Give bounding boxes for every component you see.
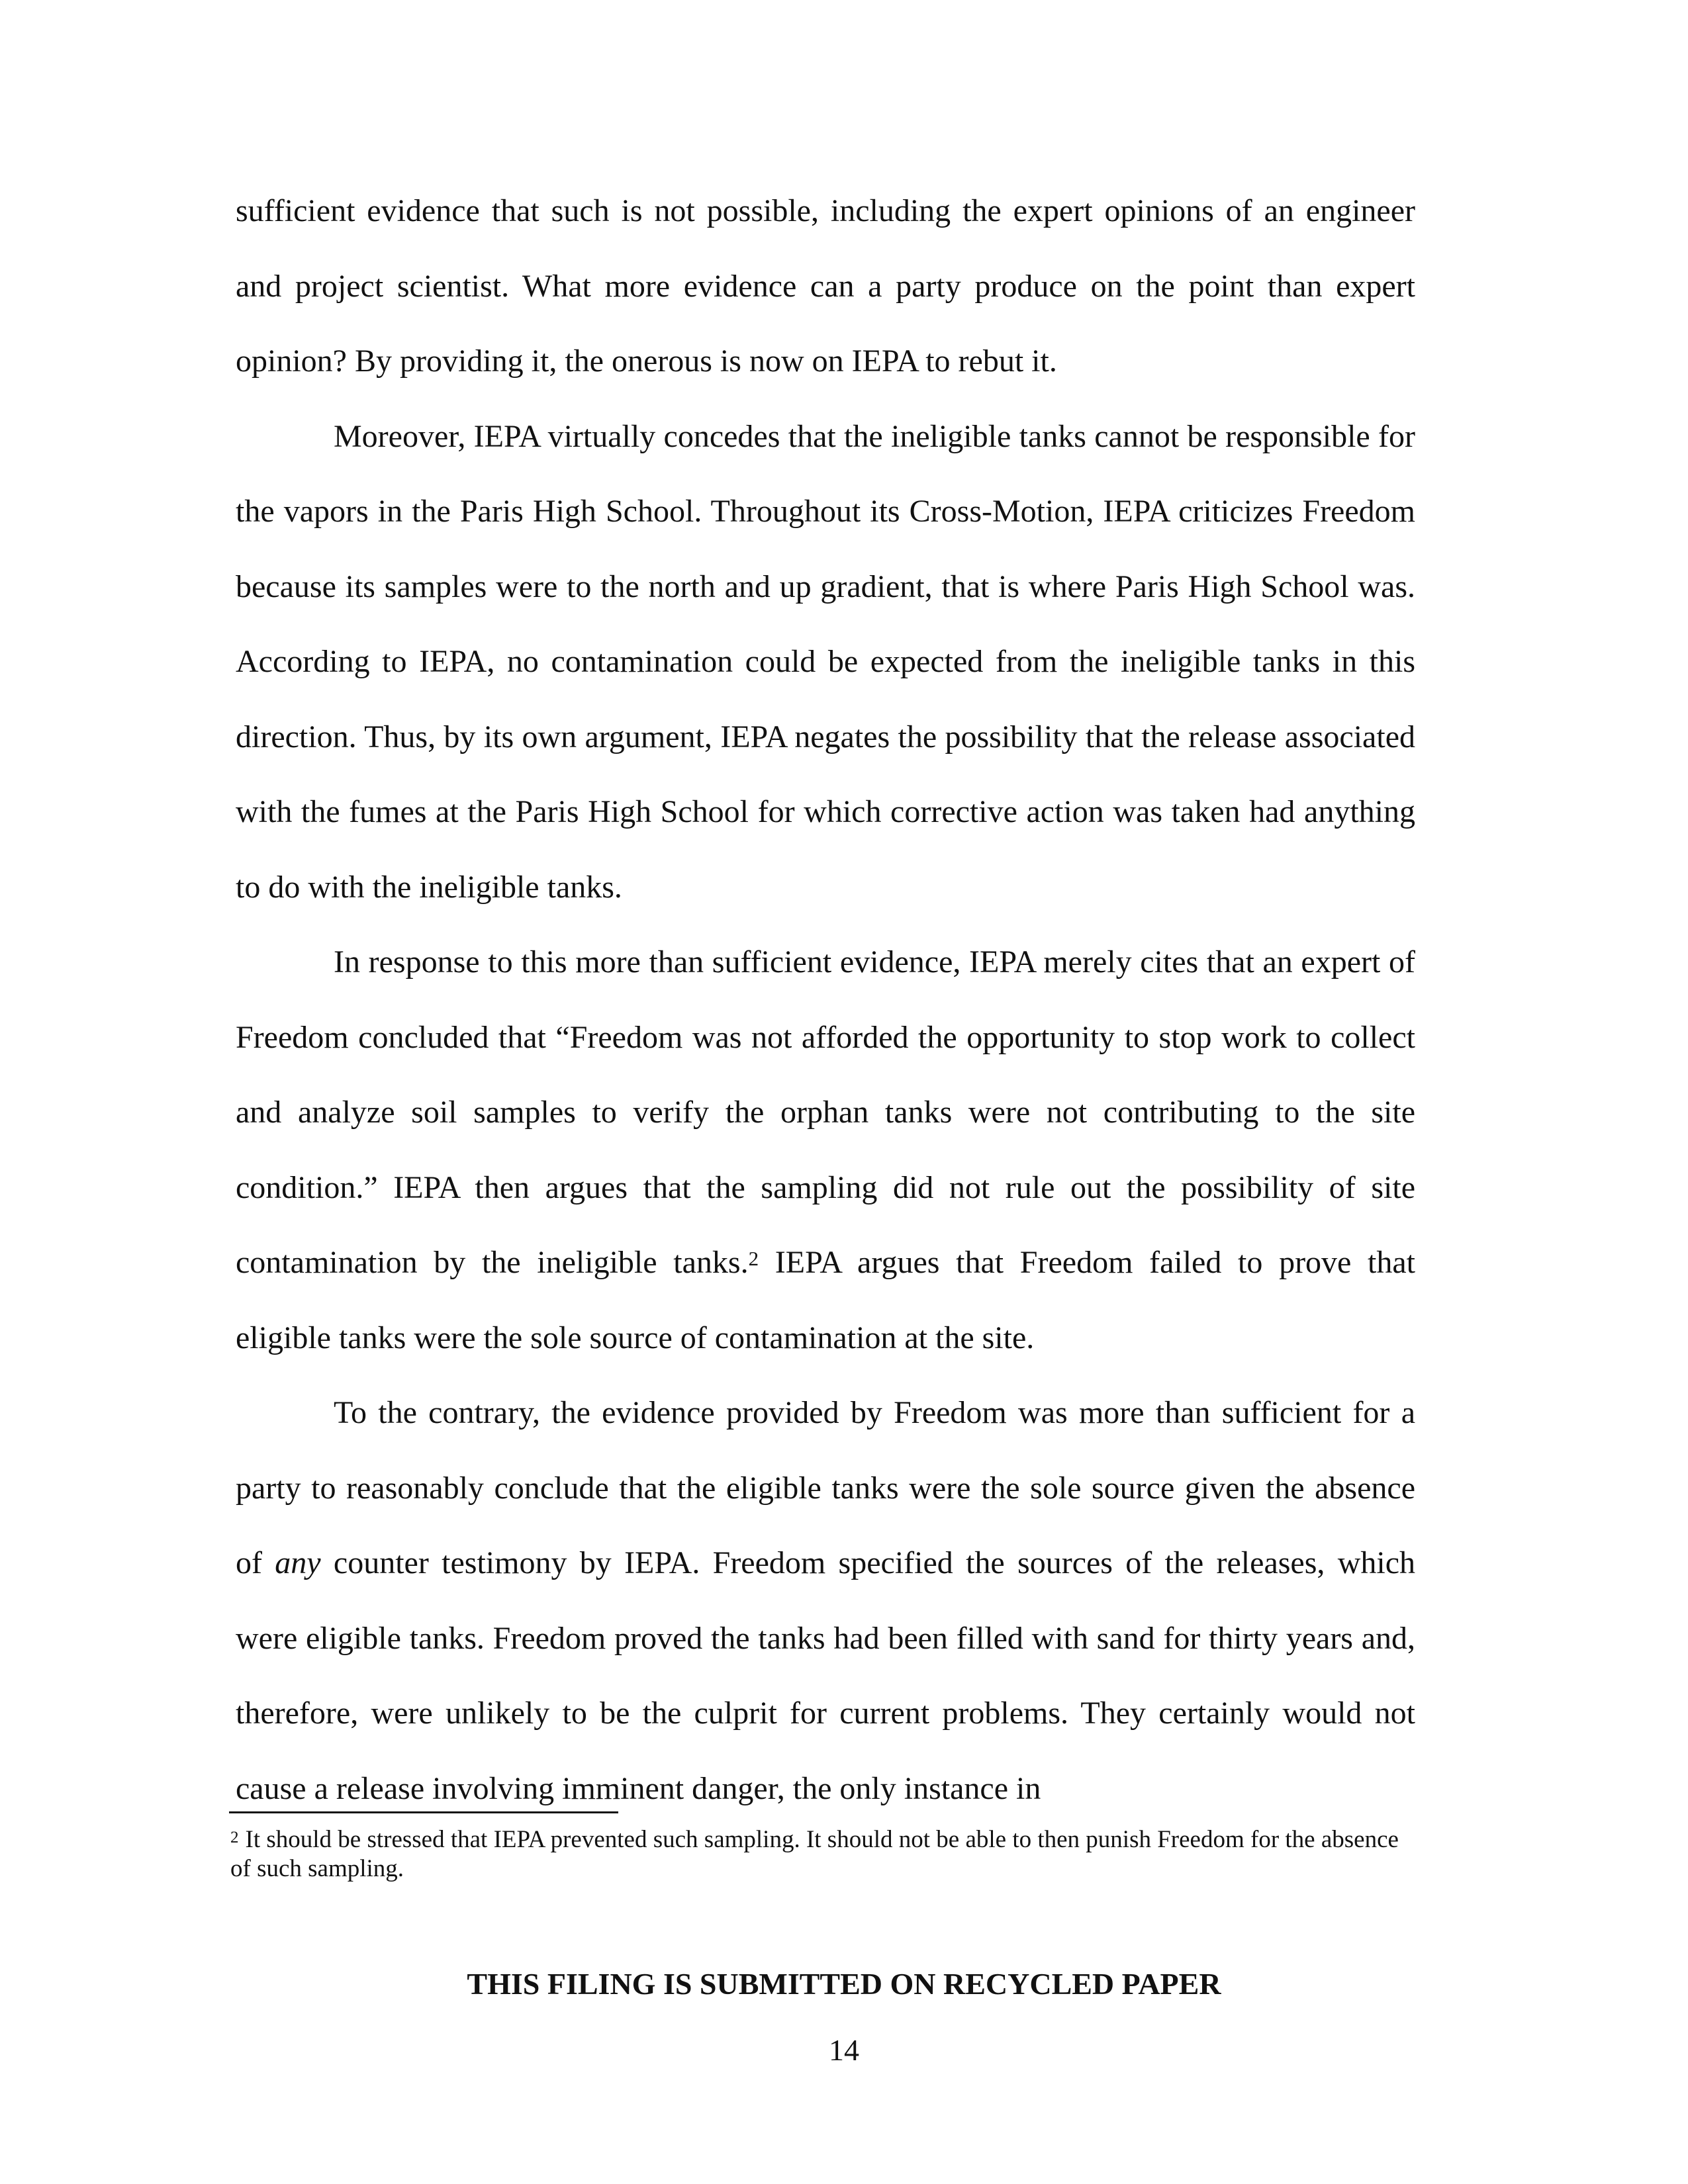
paragraph-1: sufficient evidence that such is not possible, including the expert opinions of an engineer and project scientist. What more evidence can a party produce on the point than expert opinion? By providing it, the onerous is now on IEPA to rebut it.: [236, 193, 1415, 379]
paragraph-2: Moreover, IEPA virtually concedes that the ineligible tanks cannot be responsible for the vapors in the Paris High School. Throughout its Cross-Motion, IEPA criticizes Freedom because its samples were to the north and up gradient, that is where Paris High School was. According to IEPA, no contamination could be expected from the ineligible tanks in this direction. Thus, by its own argument, IEPA negates the possibility that the release associated with the fumes at the Paris High School for which corrective action was taken had anything to do with the ineligible tanks.: [236, 418, 1415, 905]
recycled-paper-notice: THIS FILING IS SUBMITTED ON RECYCLED PAPER: [467, 1967, 1221, 2001]
footnote-number: 2: [230, 1829, 239, 1846]
paragraph-4: [236, 1375, 1415, 1826]
footnote: [230, 1825, 1415, 1884]
footnote-text: It should be stressed that IEPA prevented such sampling. It should not be able to then punish Freedom for the absence of such sampling.: [230, 1826, 1399, 1882]
footnote-divider: [229, 1811, 618, 1813]
paragraph-3: [236, 925, 1415, 1375]
paragraph-3-text-a: In response to this more than sufficient evidence, IEPA merely cites that an expert of Freedom concluded that “Freedom was not afforded the opportunity to stop work to collect and analyze soil samples to verify the orphan tanks were not contributing to the site condition.” IEPA then argues that the sampling did not rule out the possibility of site contamination by the ineligible tanks.: [236, 944, 1415, 1280]
footnote-reference: 2: [748, 1247, 759, 1270]
emphasis-any: any: [275, 1545, 321, 1580]
paragraph-4-text-b: counter testimony by IEPA. Freedom specified the sources of the releases, which were eligible tanks. Freedom proved the tanks had been filled with sand for thirty years and, therefore, were unlikely to be the culprit for current problems. They certainly would not cause a release involving imminent danger, the only instance in: [236, 1545, 1416, 1806]
paragraph-3-text-b: IEPA argues that Freedom failed to prove that eligible tanks were the sole source of contamination at the site.: [236, 1245, 1416, 1355]
body-text: [236, 173, 1415, 1826]
paragraph-4-text-a: To the contrary, the evidence provided by Freedom was more than sufficient for a party to reasonably conclude that the eligible tanks were the sole source given the absence of: [236, 1395, 1415, 1580]
page-number: 14: [829, 2033, 859, 2067]
